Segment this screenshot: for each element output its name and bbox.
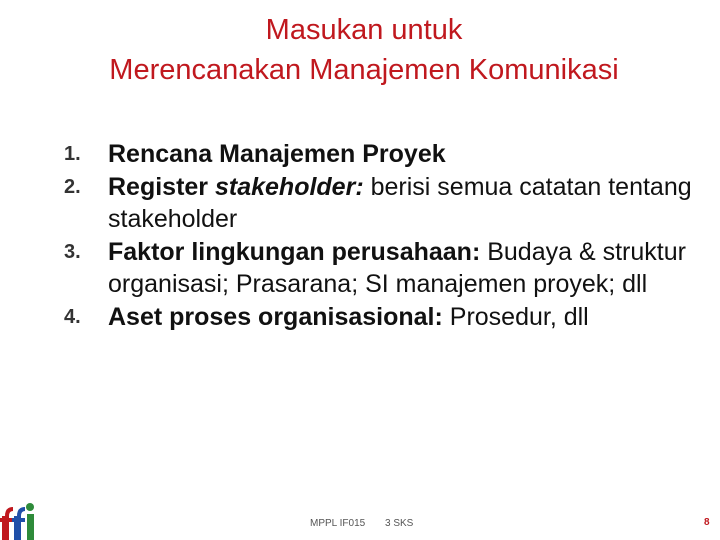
list-item (64, 171, 704, 236)
list-item-number: 4. (64, 305, 81, 328)
slide-title-line-2: Merencanakan Manajemen Komunikasi (109, 54, 619, 86)
list-item-number: 1. (64, 143, 81, 165)
list-item-text: Prosedur, dll (442, 302, 589, 331)
slide-title (0, 10, 720, 90)
list-item-number: 2. (64, 175, 81, 198)
list-item (64, 301, 704, 334)
list-item-heading: Aset proses organisasional: (108, 302, 443, 331)
list-item-heading-italic: stakeholder: (214, 172, 364, 201)
footer-course-code: MPPL IF015 (310, 518, 366, 529)
list-item-number: 3. (64, 240, 81, 263)
list-item-text: Budaya & struktur organisasi; Prasarana; SI manajemen proyek; dll (108, 237, 686, 298)
list-item (64, 236, 704, 301)
list-item-heading: Faktor lingkungan perusahaan: (108, 237, 481, 266)
institution-logo-icon (0, 498, 36, 540)
numbered-list (64, 138, 704, 333)
list-item-text: berisi semua catatan tentang stakeholder (108, 172, 692, 233)
list-item-heading: Rencana Manajemen Proyek (108, 140, 446, 168)
list-item (64, 138, 704, 171)
page-number: 8 (704, 517, 710, 528)
footer-credits: 3 SKS (385, 518, 414, 529)
list-item-heading: Register (108, 172, 215, 201)
slide-title-line-1: Masukan untuk (265, 14, 463, 46)
